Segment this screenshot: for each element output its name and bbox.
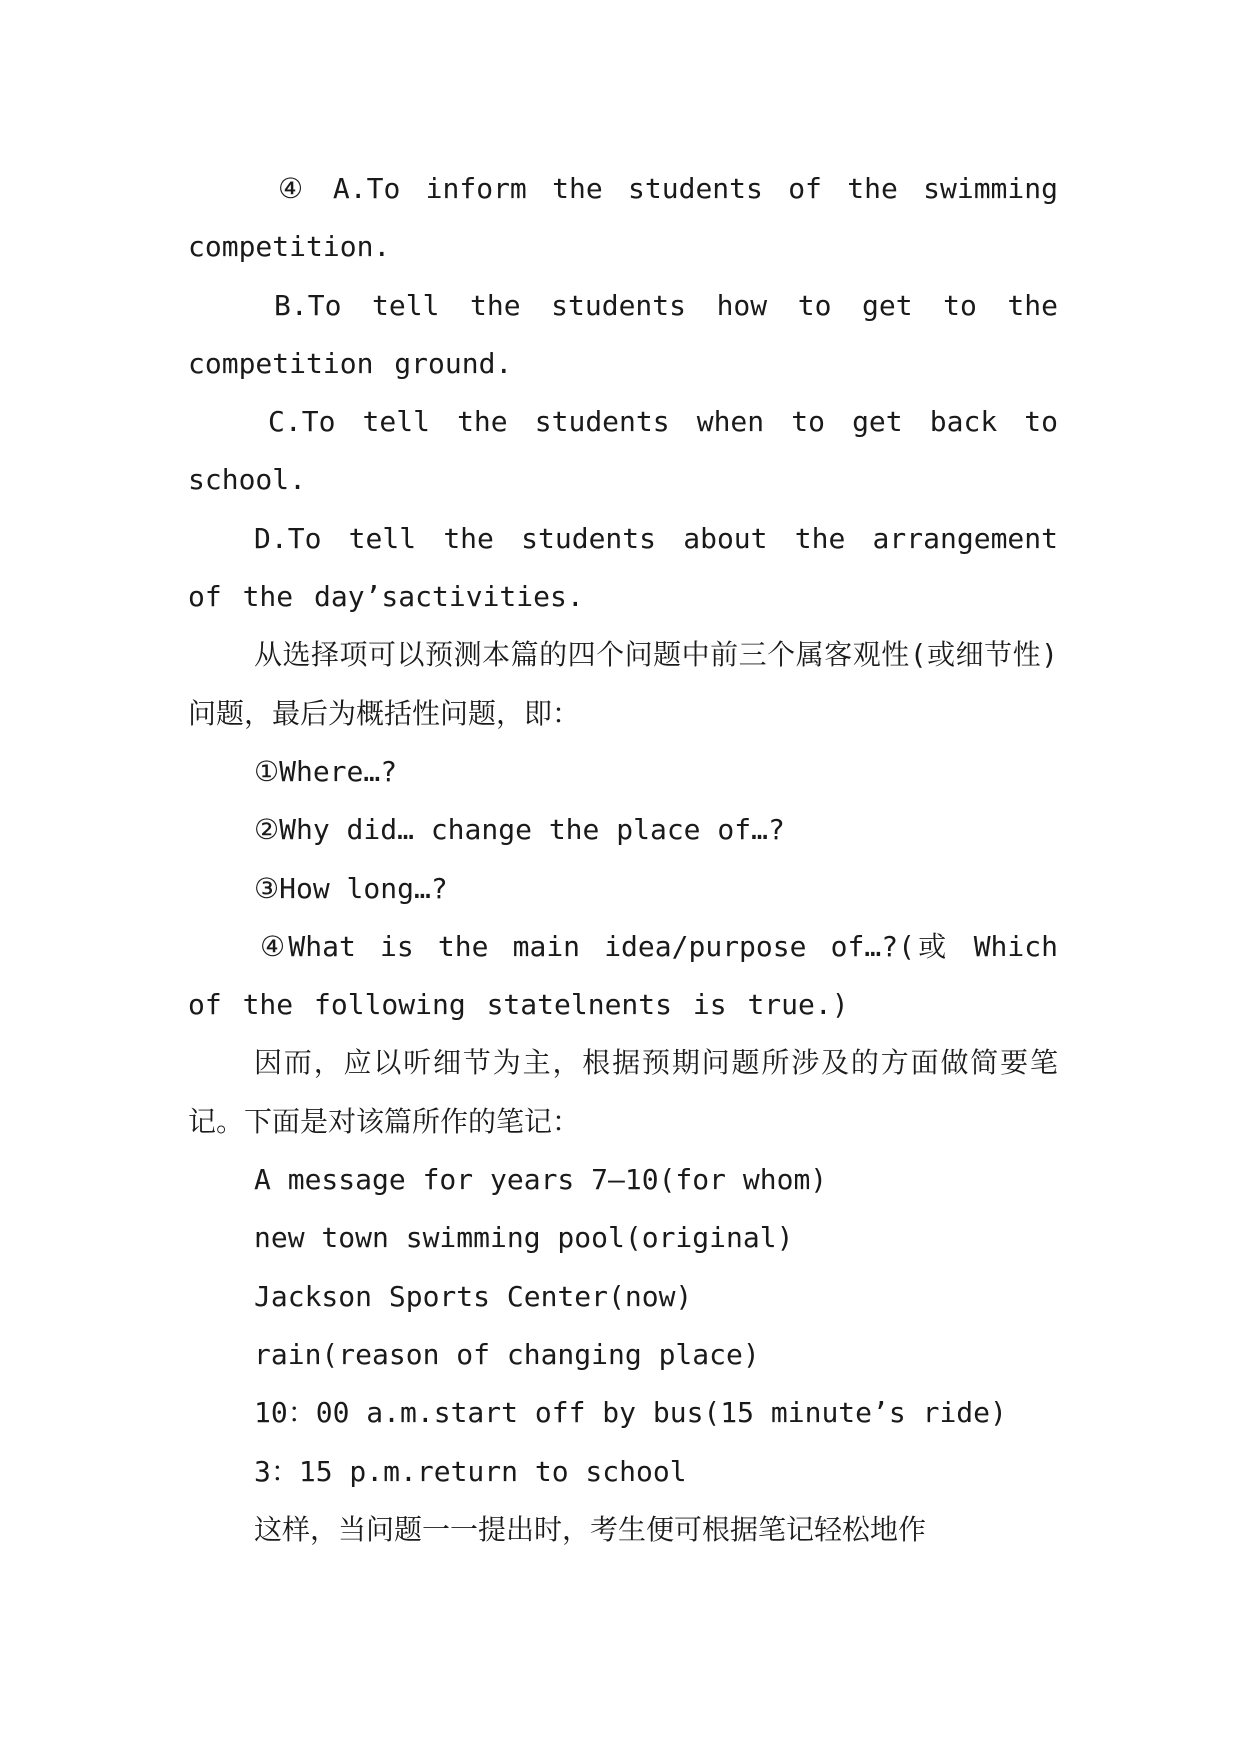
- note-line-3: Jackson Sports Center(now): [254, 1279, 693, 1313]
- document-body: [188, 160, 1058, 1559]
- final-paragraph: 这样，当问题一一提出时，考生便可根据笔记轻松地作: [254, 1512, 927, 1546]
- note-line-4: rain(reason of changing place): [254, 1337, 760, 1371]
- option-c-paragraph: C.To tell the students when to get back to school.: [188, 405, 1058, 497]
- note-line-5: 10：00 a.m.start off by bus(15 minute’s ride): [254, 1396, 1007, 1430]
- option-d-paragraph: D.To tell the students about the arrangement of the day’sactivities.: [188, 521, 1058, 614]
- prediction-paragraph: 从选择项可以预测本篇的四个问题中前三个属客观性(或细节性)问题，最后为概括性问题，即：: [188, 638, 1058, 730]
- question-2: ②Why did… change the place of…?: [254, 813, 785, 847]
- question-3: ③How long…?: [254, 871, 448, 905]
- question-4: ④What is the main idea/purpose of…?(或 Which of the following statelnents is true.): [188, 929, 1058, 1022]
- note-line-2: new town swimming pool(original): [254, 1221, 794, 1255]
- note-line-6: 3：15 p.m.return to school: [254, 1454, 687, 1488]
- question-1: ①Where…?: [254, 754, 398, 788]
- option-a-paragraph: ④ A.To inform the students of the swimming competition.: [188, 172, 1058, 264]
- option-b-paragraph: B.To tell the students how to get to the competition ground.: [188, 288, 1058, 380]
- notes-intro-paragraph: 因而，应以听细节为主，根据预期问题所涉及的方面做简要笔记。下面是对该篇所作的笔记：: [188, 1046, 1058, 1138]
- note-line-1: A message for years 7—10(for whom): [254, 1163, 828, 1197]
